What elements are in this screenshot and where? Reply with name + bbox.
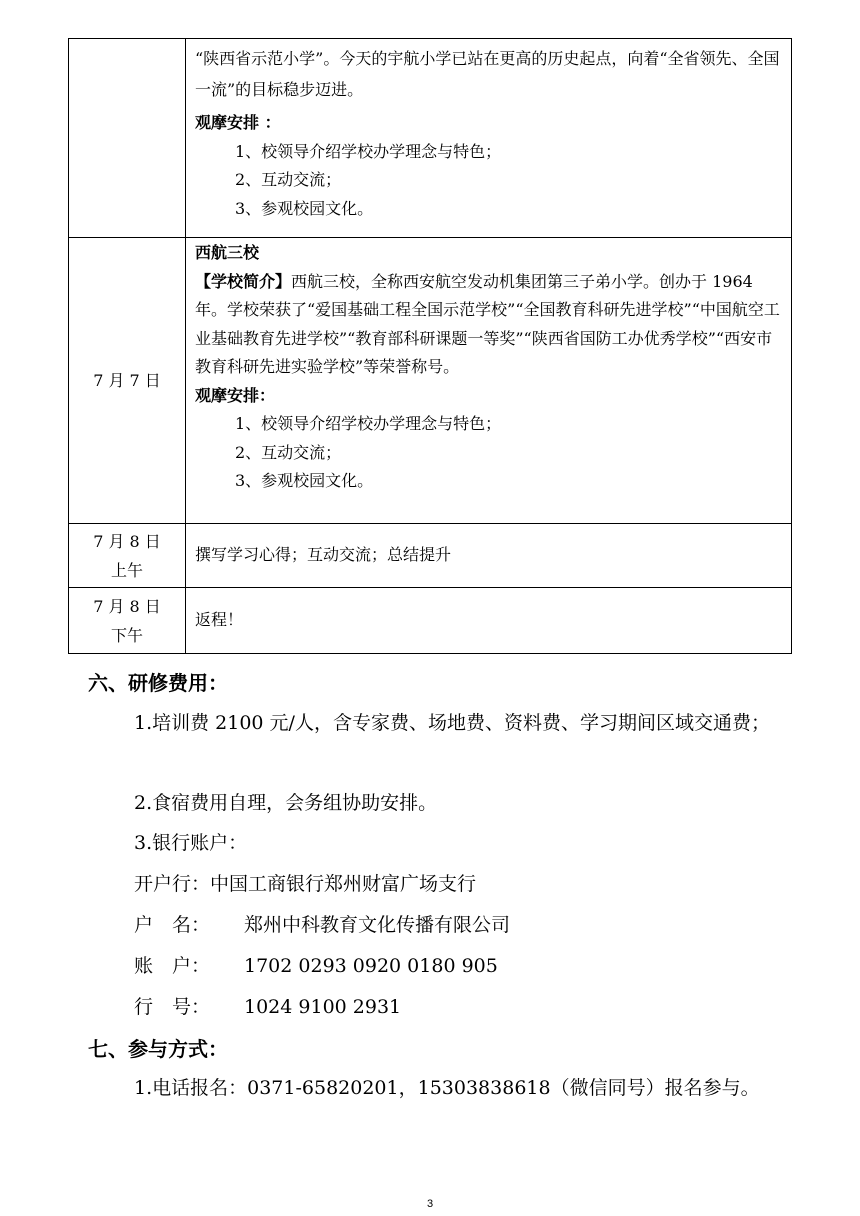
content-cell: [186, 39, 792, 238]
date-cell: [69, 588, 186, 654]
date-cell: [69, 39, 186, 238]
field-value: 郑州中科教育文化传播有限公司: [244, 914, 511, 936]
arrangement-item: 3、参观校园文化。: [235, 198, 374, 218]
date-line: 7 月 8 日: [93, 531, 161, 551]
date-cell: 7 月 7 日: [69, 238, 186, 524]
table-row: [69, 39, 792, 238]
table-row: [69, 524, 792, 588]
account-name-line: [84, 905, 784, 945]
paragraph: 3.银行账户：: [134, 832, 248, 854]
section-heading: 六、研修费用：: [88, 671, 228, 695]
field-value: 1024 9100 2931: [244, 996, 402, 1018]
schedule-table: [68, 38, 792, 654]
field-label: 行 号：: [134, 996, 211, 1018]
section-heading: 七、参与方式：: [88, 1037, 228, 1061]
date-line: 上午: [110, 560, 143, 580]
arrangement-title: 观摩安排 ：: [195, 113, 281, 132]
paragraph: 1.培训费 2100 元/人，含专家费、场地费、资料费、学习期间区域交通费；: [134, 712, 770, 734]
date-line: 下午: [110, 625, 143, 645]
content-cell: [186, 238, 792, 524]
arrangement-item: 2、互动交流；: [235, 442, 342, 462]
arrangement-item: 1、校领导介绍学校办学理念与特色；: [235, 141, 502, 161]
arrangement-item: 3、参观校园文化。: [235, 471, 374, 490]
arrangement-item: 2、互动交流；: [235, 170, 342, 189]
intro-label: 【学校简介】: [195, 271, 292, 291]
table-row: [69, 588, 792, 654]
table-row: [69, 238, 792, 524]
paragraph: 2.食宿费用自理，会务组协助安排。: [134, 792, 438, 814]
school-intro-text: 西航三校，全称西安航空发动机集团第三子弟小学。创办于 1964 年。学校荣获了“爱国基础工程全国示范学校”“全国教育科研先进学校”“中国航空工业基础教育先进学校”“教育部科研课题一等奖”“陕西省国防工办优秀学校”“西安市教育科研先进实验学校”等荣誉称号。: [195, 271, 780, 376]
content-cell: 撰写学习心得；互动交流；总结提升: [186, 524, 792, 588]
field-value: 1702 0293 0920 0180 905: [244, 955, 498, 977]
school-intro-text: “陕西省示范小学”。今天的宇航小学已站在更高的历史起点，向着“全省领先、全国一流”的目标稳步迈进。: [195, 49, 780, 99]
date-line: 7 月 8 日: [93, 596, 161, 616]
date-cell: [69, 524, 186, 588]
school-name: 西航三校: [195, 243, 260, 262]
bank-code-line: [84, 987, 784, 1027]
field-label: 账 户：: [134, 955, 211, 977]
arrangement-item: 1、校领导介绍学校办学理念与特色；: [235, 414, 502, 433]
account-number-line: [84, 946, 784, 986]
content-cell: 返程！: [186, 588, 792, 654]
paragraph: 1.电话报名：0371-65820201，15303838618（微信同号）报名参与。: [134, 1077, 760, 1099]
page-number: 3: [426, 1198, 434, 1210]
bank-line: 开户行：中国工商银行郑州财富广场支行: [134, 873, 477, 895]
field-label: 户 名：: [134, 914, 211, 936]
arrangement-title: 观摩安排：: [195, 385, 276, 405]
